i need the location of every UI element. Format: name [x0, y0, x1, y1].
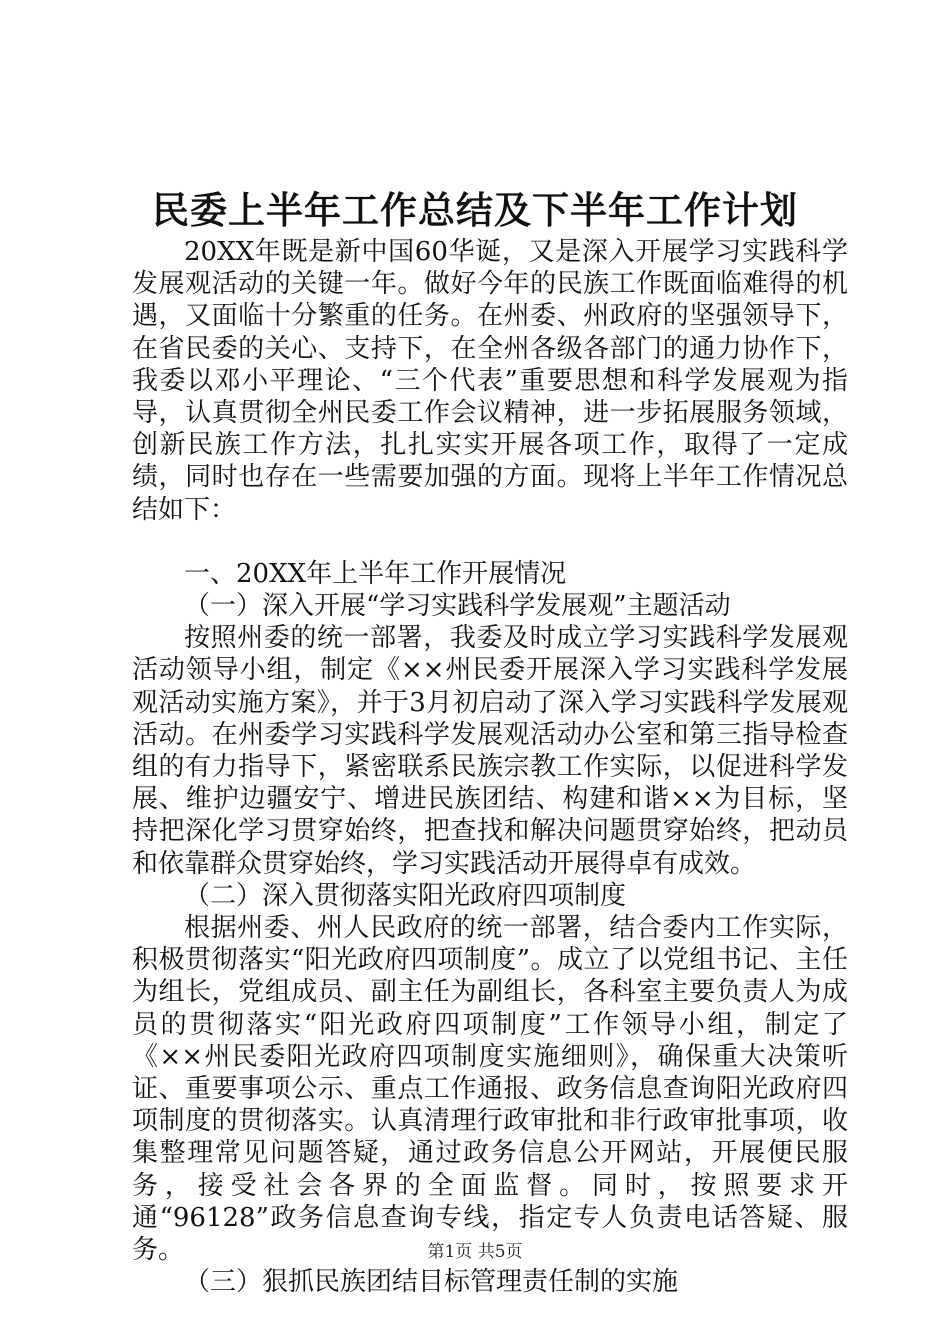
subsection-paragraph-2: 根据州委、州人民政府的统一部署，结合委内工作实际，积极贯彻落实“阳光政府四项制度”。成立了以党组书记、主任为组长，党组成员、副主任为副组长，各科室主要负责人为成员的贯彻落实“阳光政府四项制度”工作领导小组，制定了《××州民委阳光政府四项制度实施细则》，确保重大决策听证、重要事项公示、重点工作通报、政务信息查询阳光政府四项制度的贯彻落实。认真清理行政审批和非行政审批事项，收集整理常见问题答疑，通过政务信息公开网站，开展便民服务，接受社会各界的全面监督。同时，按照要求开通“96128”政务信息查询专线，指定专人负责电话答疑、服务。	[132, 913, 848, 1266]
intro-paragraph: 20XX年既是新中国60华诞，又是深入开展学习实践科学发展观活动的关键一年。做好今年的民族工作既面临难得的机遇，又面临十分繁重的任务。在州委、州政府的坚强领导下，在省民委的关心、支持下，在全州各级各部门的通力协作下，我委以邓小平理论、“三个代表”重要思想和科学发展观为指导，认真贯彻全州民委工作会议精神，进一步拓展服务领域，创新民族工作方法，扎扎实实开展各项工作，取得了一定成绩，同时也存在一些需要加强的方面。现将上半年工作情况总结如下：	[132, 237, 848, 525]
page-number-footer: 第1页 共5页	[427, 1242, 523, 1262]
section-heading-1: 一、20XX年上半年工作开展情况	[184, 558, 567, 589]
document-title: 民委上半年工作总结及下半年工作计划	[152, 188, 798, 232]
subsection-heading-3: （三）狠抓民族团结目标管理责任制的实施	[184, 1267, 679, 1298]
subsection-paragraph-1: 按照州委的统一部署，我委及时成立学习实践科学发展观活动领导小组，制定《××州民委开展深入学习实践科学发展观活动实施方案》，并于3月初启动了深入学习实践科学发展观活动。在州委学习实践科学发展观活动办公室和第三指导检查组的有力指导下，紧密联系民族宗教工作实际，以促进科学发展、维护边疆安宁、增进民族团结、构建和谐××为目标，坚持把深化学习贯穿始终，把查找和解决问题贯穿始终，把动员和依靠群众贯穿始终，学习实践活动开展得卓有成效。	[132, 623, 848, 879]
document-body	[132, 236, 848, 1299]
subsection-heading-1: （一）深入开展“学习实践科学发展观”主题活动	[184, 591, 731, 622]
subsection-heading-2: （二）深入贯彻落实阳光政府四项制度	[184, 880, 627, 911]
